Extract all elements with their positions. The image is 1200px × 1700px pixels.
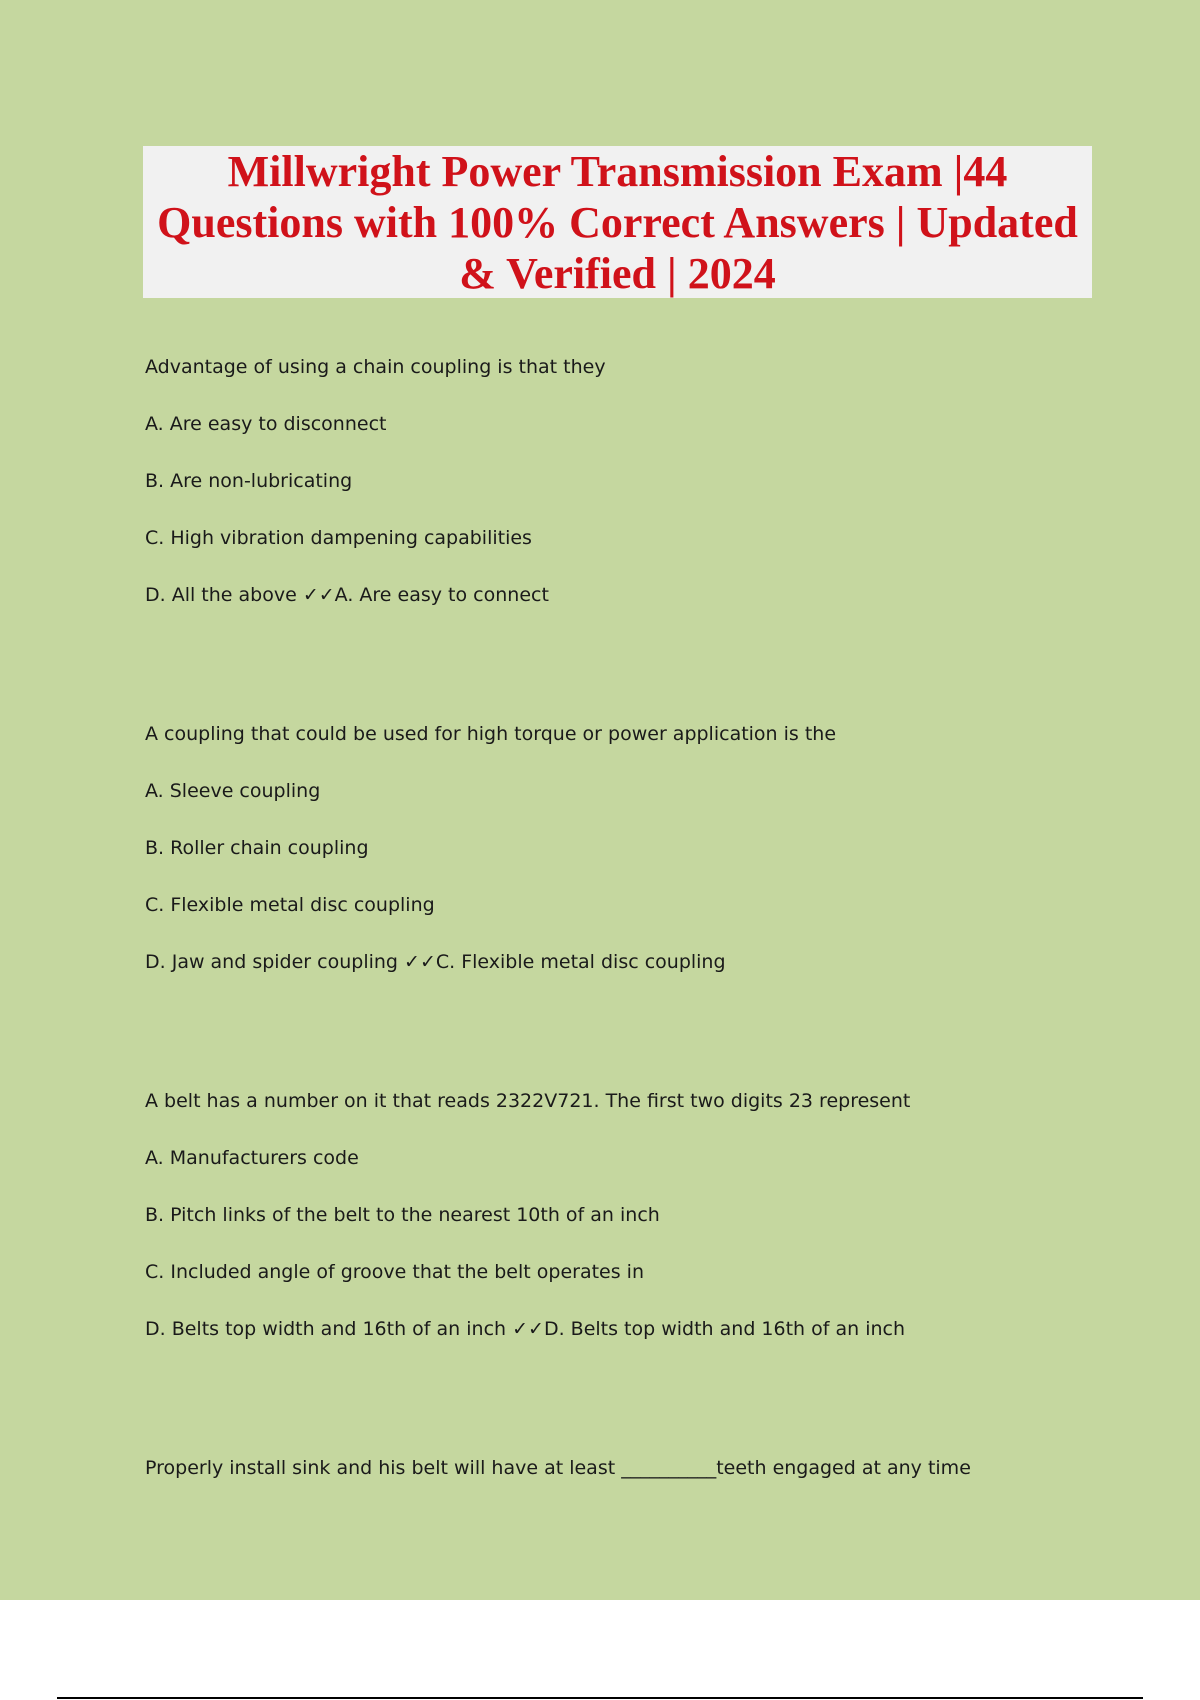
answer-option-a: A. Are easy to disconnect <box>145 413 387 435</box>
title-line-3: & Verified | 2024 <box>459 248 776 298</box>
answer-option-c: C. Included angle of groove that the belt operates in <box>145 1261 644 1283</box>
question-block-2 <box>145 722 1145 974</box>
answer-option-d-with-answer: D. All the above ✓✓A. Are easy to connect <box>145 584 549 606</box>
answer-option-d-with-answer: D. Jaw and spider coupling ✓✓C. Flexible metal disc coupling <box>145 951 726 973</box>
question-block-4 <box>145 1456 1145 1480</box>
document-title <box>157 146 1078 299</box>
question-prompt: A coupling that could be used for high torque or power application is the <box>145 723 837 745</box>
answer-option-b: B. Roller chain coupling <box>145 837 369 859</box>
answer-option-c: C. Flexible metal disc coupling <box>145 894 435 916</box>
footer-divider <box>57 1697 1143 1699</box>
title-line-2: Questions with 100% Correct Answers | Updated <box>157 197 1078 247</box>
question-prompt: Advantage of using a chain coupling is that they <box>145 356 606 378</box>
question-block-1 <box>145 355 1145 607</box>
title-banner <box>143 146 1092 298</box>
title-line-1: Millwright Power Transmission Exam |44 <box>227 146 1008 196</box>
question-block-3 <box>145 1089 1145 1341</box>
answer-option-d-with-answer: D. Belts top width and 16th of an inch ✓✓D. Belts top width and 16th of an inch <box>145 1318 906 1340</box>
answer-option-c: C. High vibration dampening capabilities <box>145 527 532 549</box>
answer-option-b: B. Are non-lubricating <box>145 470 353 492</box>
answer-option-b: B. Pitch links of the belt to the nearest 10th of an inch <box>145 1204 660 1226</box>
question-prompt: Properly install sink and his belt will have at least __________teeth engaged at any time <box>145 1457 971 1479</box>
question-list <box>145 355 1145 1480</box>
answer-option-a: A. Sleeve coupling <box>145 780 321 802</box>
answer-option-a: A. Manufacturers code <box>145 1147 359 1169</box>
question-prompt: A belt has a number on it that reads 2322V721. The first two digits 23 represent <box>145 1090 911 1112</box>
